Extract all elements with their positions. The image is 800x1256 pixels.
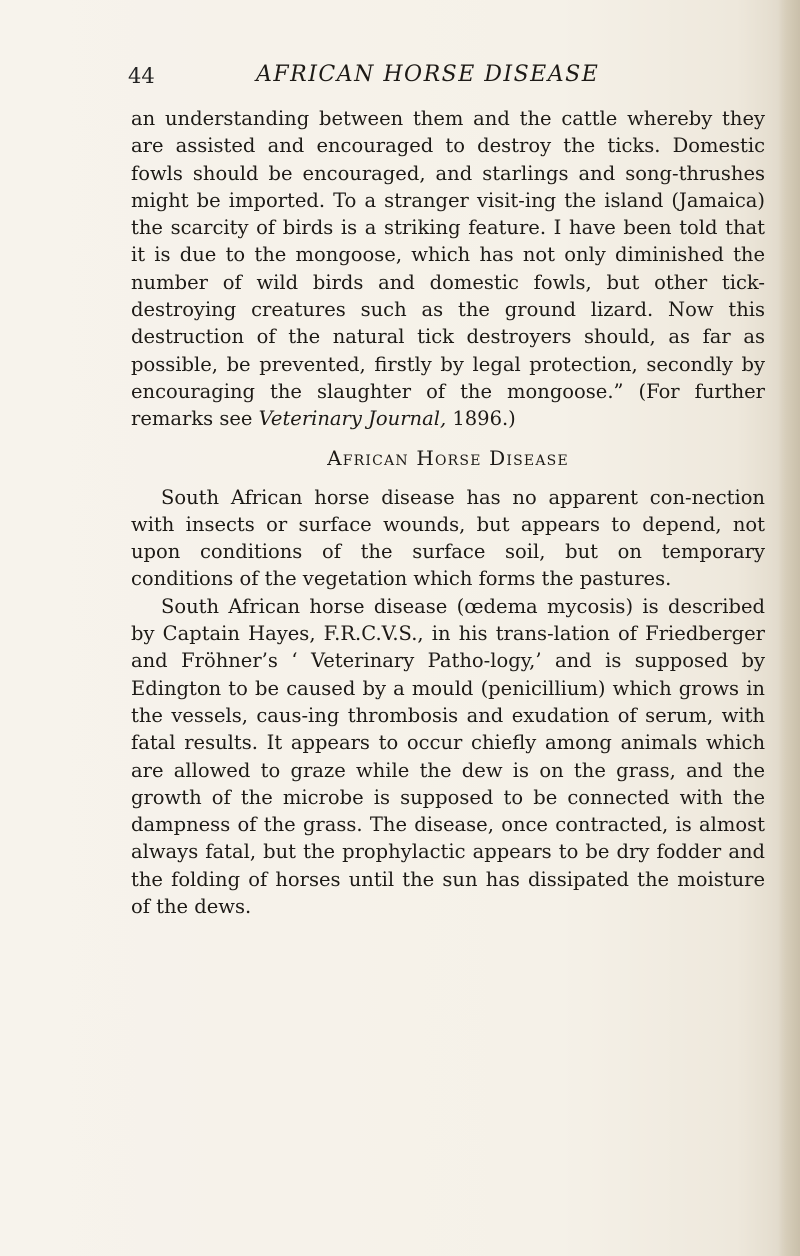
page-number: 44 [128, 64, 155, 88]
paragraph: South African horse disease (œdema mycosis) is described by Captain Hayes, F.R.C.V.S., in his trans-lation of Friedberger and Fröhner’s ‘ Veterinary Patho-logy,’ and is supposed by Edington to be caused by a mould (penicillium) which grows in the vessels, caus-ing thrombosis and exudation of serum, with fatal results. It appears to occur chiefly among animals which are allowed to graze while the dew is on the grass, and the growth of the microbe is supposed to be connected with the dampness of the grass. The disease, once contracted, is almost always fatal, but the prophylactic appears to be dry fodder and the folding of horses until the sun has dissipated the moisture of the dews. [131, 594, 765, 919]
page-edge-shadow [778, 0, 800, 1256]
paragraph-tail: 1896.) [446, 407, 516, 431]
journal-title: Veterinary Journal, [258, 407, 447, 431]
body-text [131, 105, 765, 920]
paragraph-continued [131, 105, 765, 433]
section-heading: African Horse Disease [327, 445, 569, 470]
paragraph-text: an understanding between them and the cattle whereby they are assisted and encouraged to destroy the ticks. Domestic fowls should be encouraged, and starlings and song-thrushes might be imported. To a stranger visit-ing the island (Jamaica) the scarcity of birds is a striking feature. I have been told that it is due to the mongoose, which has not only diminished the number of wild birds and domestic fowls, but other tick-destroying creatures such as the ground lizard. Now this destruction of the natural tick destroyers should, as far as possible, be prevented, firstly by legal protection, secondly by encouraging the slaughter of the mongoose.” (For further remarks see [131, 107, 765, 431]
paragraph: South African horse disease has no apparent con-nection with insects or surface wounds, but appears to depend, not upon conditions of the surface soil, but on temporary conditions of the vegetation which forms the pastures. [131, 485, 765, 591]
page-header [0, 62, 800, 94]
running-title: AFRICAN HORSE DISEASE [256, 62, 600, 87]
